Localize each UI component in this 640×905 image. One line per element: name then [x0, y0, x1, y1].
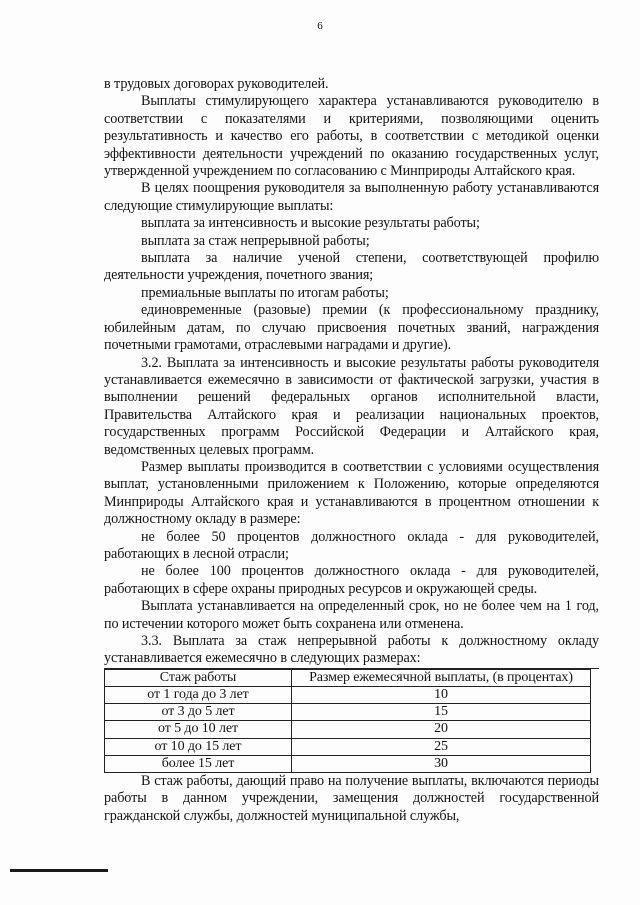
list-item: выплата за наличие ученой степени, соответствующей профилю деятельности учреждения, почетного звания;	[104, 250, 599, 284]
list-item: единовременные (разовые) премии (к профессиональному празднику, юбилейным датам, по случаю присвоения почетных званий, награждения почетными грамотами, отраслевыми наградами и другие).	[104, 302, 599, 354]
table-row	[105, 687, 591, 704]
table-header-row	[105, 669, 591, 686]
list-item: выплата за интенсивность и высокие результаты работы;	[141, 215, 480, 232]
table-cell: более 15 лет	[105, 755, 292, 772]
section-paragraph: 3.2. Выплата за интенсивность и высокие результаты работы руководителя устанавливается ежемесячно в зависимости от фактической загрузки, участия в выполнении решений федеральных органов исполнительной власти, Правительства Алтайского края и реализации национальных проектов, государственных программ Российской Федерации и Алтайского края, ведомственных целевых программ.	[104, 354, 599, 458]
document-body	[104, 76, 599, 825]
table-cell: от 10 до 15 лет	[105, 738, 292, 755]
page-number: 6	[317, 20, 323, 32]
table-cell: 15	[292, 704, 591, 721]
column-header: Размер ежемесячной выплаты, (в процентах)	[292, 669, 591, 686]
list-item: не более 50 процентов должностного оклада - для руководителей, работающих в лесной отрасли;	[104, 528, 599, 562]
paragraph: В целях поощрения руководителя за выполненную работу устанавливаются следующие стимулирующие выплаты:	[104, 180, 599, 214]
list-item: выплата за стаж непрерывной работы;	[141, 232, 370, 249]
scan-edge-bar	[10, 869, 108, 872]
table-cell: от 1 года до 3 лет	[105, 687, 292, 704]
experience-table	[104, 669, 591, 773]
table-cell: 20	[292, 721, 591, 738]
column-header: Стаж работы	[105, 669, 292, 686]
list-item: премиальные выплаты по итогам работы;	[141, 284, 389, 301]
list-item: не более 100 процентов должностного оклада - для руководителей, работающих в сфере охраны природных ресурсов и окружающей среды.	[104, 563, 599, 597]
paragraph: В стаж работы, дающий право на получение выплаты, включаются периоды работы в данном учреждении, замещения должностей государственной гражданской службы, должностей муниципальной службы,	[104, 773, 599, 824]
table-row	[105, 704, 591, 721]
paragraph: Выплата устанавливается на определенный срок, но не более чем на 1 год, по истечении которого может быть сохранена или отменена.	[104, 598, 599, 632]
table-cell: 30	[292, 755, 591, 772]
paragraph: в трудовых договорах руководителей.	[104, 76, 329, 92]
table-cell: 10	[292, 687, 591, 704]
table-row	[105, 755, 591, 772]
table-cell: от 5 до 10 лет	[105, 721, 292, 738]
table-cell: 25	[292, 738, 591, 755]
paragraph: Размер выплаты производится в соответствии с условиями осуществления выплат, установленными приложением к Положению, которые определяются Минприроды Алтайского края и устанавливаются в процентном отношении к должностному окладу в размере:	[104, 458, 599, 528]
paragraph: Выплаты стимулирующего характера устанавливаются руководителю в соответствии с показателями и критериями, позволяющими оценить результативность и качество его работы, в соответствии с методикой оценки эффективности деятельности учреждений по оказанию государственных услуг, утвержденной учреждением по согласованию с Минприроды Алтайского края.	[104, 93, 599, 180]
table-row	[105, 738, 591, 755]
table-cell: от 3 до 5 лет	[105, 704, 292, 721]
table-row	[105, 721, 591, 738]
section-paragraph: 3.3. Выплата за стаж непрерывной работы к должностному окладу устанавливается ежемесячно в следующих размерах:	[104, 633, 599, 669]
